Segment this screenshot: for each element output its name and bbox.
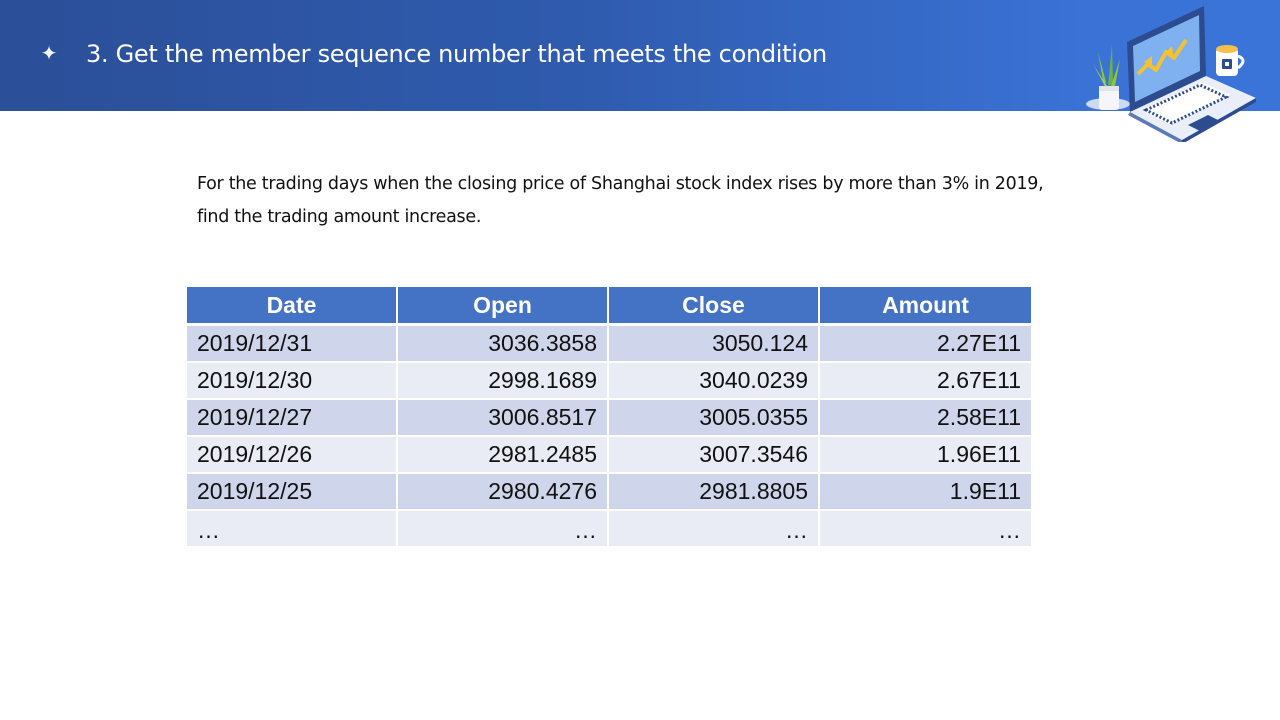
- column-header-date: Date: [187, 287, 398, 326]
- cell-open: 2998.1689: [398, 363, 609, 400]
- column-header-open: Open: [398, 287, 609, 326]
- cell-close: 2981.8805: [609, 474, 820, 511]
- cell-date: 2019/12/25: [187, 474, 398, 511]
- cell-amount: 2.27E11: [820, 326, 1031, 363]
- laptop-chart-illustration-icon: [1082, 4, 1262, 142]
- cell-date: 2019/12/31: [187, 326, 398, 363]
- table-row-ellipsis: [187, 511, 1031, 548]
- table-row: [187, 363, 1031, 400]
- cell-open: 3036.3858: [398, 326, 609, 363]
- table-row: [187, 400, 1031, 437]
- cell-close: 3050.124: [609, 326, 820, 363]
- table-row: [187, 474, 1031, 511]
- cell-amount: …: [820, 511, 1031, 548]
- cell-close: 3005.0355: [609, 400, 820, 437]
- cell-date: 2019/12/27: [187, 400, 398, 437]
- table-header-row: [187, 287, 1031, 326]
- description-line-2: find the trading amount increase.: [197, 207, 482, 227]
- cell-open: 2980.4276: [398, 474, 609, 511]
- cell-open: …: [398, 511, 609, 548]
- problem-description: [197, 168, 1117, 234]
- cell-date: 2019/12/30: [187, 363, 398, 400]
- table-row: [187, 326, 1031, 363]
- cell-open: 2981.2485: [398, 437, 609, 474]
- cell-amount: 1.9E11: [820, 474, 1031, 511]
- cell-amount: 2.58E11: [820, 400, 1031, 437]
- cell-close: 3040.0239: [609, 363, 820, 400]
- column-header-close: Close: [609, 287, 820, 326]
- cell-date: …: [187, 511, 398, 548]
- slide-title: 3. Get the member sequence number that meets the condition: [86, 40, 827, 68]
- cell-open: 3006.8517: [398, 400, 609, 437]
- stock-data-table: [187, 287, 1031, 548]
- bullet-star-icon: ✦: [40, 41, 58, 65]
- cell-close: 3007.3546: [609, 437, 820, 474]
- table-row: [187, 437, 1031, 474]
- description-line-1: For the trading days when the closing price of Shanghai stock index rises by more than 3% in 2019,: [197, 174, 1044, 194]
- column-header-amount: Amount: [820, 287, 1031, 326]
- cell-amount: 2.67E11: [820, 363, 1031, 400]
- cell-close: …: [609, 511, 820, 548]
- cell-amount: 1.96E11: [820, 437, 1031, 474]
- cell-date: 2019/12/26: [187, 437, 398, 474]
